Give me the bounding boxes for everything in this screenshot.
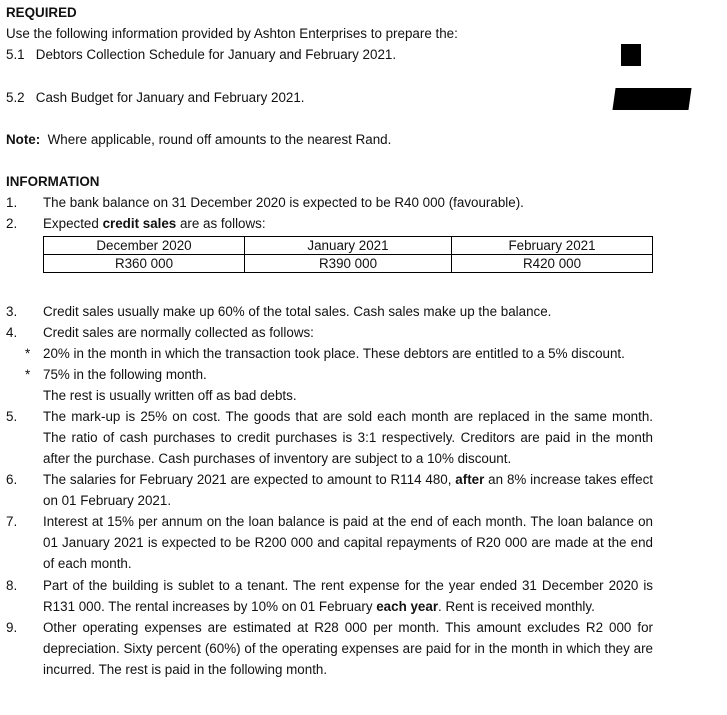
collection-bullet: 20% in the month in which the transaction took place. These debtors are entitled to a 5% discount. bbox=[43, 346, 625, 361]
task-number: 5.2 bbox=[6, 90, 25, 105]
task-text: Debtors Collection Schedule for January and February 2021. bbox=[35, 47, 397, 62]
info-item-7: Interest at 15% per annum on the loan balance is paid at the end of each month. The loan balance on 01 January 2021 is expected to be R200 000 and capital repayments of R20 000 are made at the end of each month. bbox=[43, 514, 653, 571]
task-text: Cash Budget for January and February 2021. bbox=[35, 90, 305, 105]
table-cell: R390 000 bbox=[244, 255, 451, 273]
table-header-row bbox=[44, 237, 653, 255]
info-item-2 bbox=[43, 213, 653, 234]
text: Expected bbox=[43, 216, 103, 231]
info-item-6 bbox=[43, 469, 653, 511]
item-number: 2. bbox=[6, 216, 18, 231]
information-heading: INFORMATION bbox=[6, 174, 100, 189]
collection-bullet: 75% in the following month. bbox=[43, 367, 207, 382]
task-number: 5.1 bbox=[6, 47, 25, 62]
text: an 8% increase takes effect on 01 February 2021. bbox=[43, 472, 653, 508]
task-5-2 bbox=[6, 89, 305, 107]
table-cell: R360 000 bbox=[44, 255, 245, 273]
info-item-1: The bank balance on 31 December 2020 is expected to be R40 000 (favourable). bbox=[43, 195, 524, 210]
info-item-3: Credit sales usually make up 60% of the total sales. Cash sales make up the balance. bbox=[43, 304, 552, 319]
text: are as follows: bbox=[176, 216, 266, 231]
note bbox=[6, 131, 391, 149]
emphasis: each year bbox=[376, 599, 439, 614]
info-item-8 bbox=[43, 575, 653, 617]
credit-sales-table bbox=[43, 236, 653, 273]
info-item-5: The mark-up is 25% on cost. The goods that are sold each month are replaced in the same month. The ratio of cash purchases to credit purchases is 3:1 respectively. Creditors are paid in the month after the purchase. Cash purchases of inventory are subject to a 10% discount. bbox=[43, 409, 653, 466]
item-number: 7. bbox=[6, 514, 18, 529]
text: The salaries for February 2021 are expected to amount to R114 480, bbox=[43, 472, 456, 487]
collection-rest: The rest is usually written off as bad debts. bbox=[43, 388, 297, 403]
note-text: Where applicable, round off amounts to the nearest Rand. bbox=[47, 132, 392, 147]
task-5-1 bbox=[6, 46, 396, 64]
table-cell: R420 000 bbox=[452, 255, 653, 273]
redaction-mark bbox=[612, 88, 691, 110]
item-number: 3. bbox=[6, 304, 18, 319]
item-number: 1. bbox=[6, 195, 18, 210]
note-label: Note: bbox=[6, 132, 41, 147]
table-header-cell: December 2020 bbox=[44, 237, 245, 255]
text: Part of the building is sublet to a tenant. The rent expense for the year ended 31 December 2020 is R131 000. The rental increases by 10% on 01 February bbox=[43, 578, 653, 614]
bullet-icon: * bbox=[25, 367, 31, 382]
emphasis: after bbox=[455, 472, 485, 487]
item-number: 8. bbox=[6, 578, 18, 593]
table-header-cell: February 2021 bbox=[452, 237, 653, 255]
table-header-cell: January 2021 bbox=[244, 237, 451, 255]
item-number: 4. bbox=[6, 325, 18, 340]
required-heading: REQUIRED bbox=[6, 5, 77, 20]
item-number: 6. bbox=[6, 472, 18, 487]
required-intro: Use the following information provided by Ashton Enterprises to prepare the: bbox=[6, 26, 458, 41]
text: . Rent is received monthly. bbox=[438, 599, 595, 614]
table-row bbox=[44, 255, 653, 273]
bullet-icon: * bbox=[25, 346, 31, 361]
redaction-mark bbox=[621, 44, 641, 66]
info-item-4: Credit sales are normally collected as follows: bbox=[43, 325, 314, 340]
emphasis: credit sales bbox=[102, 216, 177, 231]
info-item-9: Other operating expenses are estimated at R28 000 per month. This amount excludes R2 000 for depreciation. Sixty percent (60%) of the operating expenses are paid for in the month in which they are incurred. The rest is paid in the following month. bbox=[43, 620, 653, 677]
item-number: 5. bbox=[6, 409, 18, 424]
item-number: 9. bbox=[6, 620, 18, 635]
